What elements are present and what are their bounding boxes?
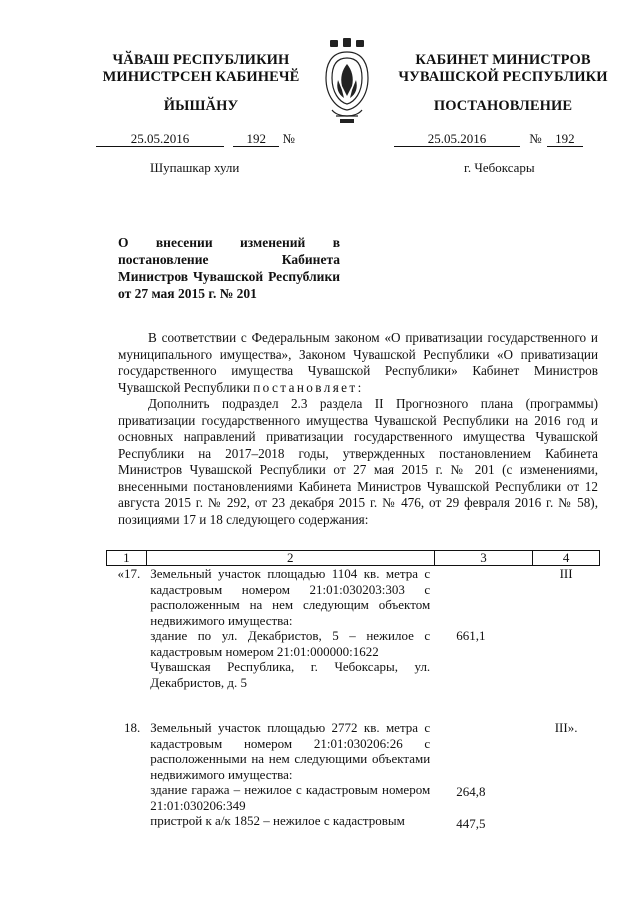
row-area-value: 661,1 xyxy=(456,628,486,643)
row-desc-line: пристрой к а/к 1852 – нежилое с кадастровым xyxy=(150,813,405,828)
header-right-org xyxy=(392,52,614,86)
row-desc-line: Земельный участок площадью 2772 кв. метра с кадастровым номером 21:01:030206:26 с расположенными на нем следующими объектами недвижимого имущества: xyxy=(150,720,431,782)
left-number: 192 xyxy=(233,131,279,147)
row-desc-line: Чувашская Республика, г. Чебоксары, ул. Декабристов, д. 5 xyxy=(150,659,431,690)
left-date: 25.05.2016 xyxy=(96,131,224,147)
right-date: 25.05.2016 xyxy=(394,131,520,147)
right-number-sign: № xyxy=(529,131,542,146)
header-left-line1: ЧӐВАШ РЕСПУБЛИКИН xyxy=(112,52,290,68)
table-row xyxy=(107,690,600,831)
header-left-line2: МИНИСТРСЕН КАБИНЕЧӖ xyxy=(102,69,300,85)
row-desc-line: здание по ул. Декабристов, 5 – нежилое с кадастровым номером 21:01:000000:1622 xyxy=(150,628,431,659)
header-right-line1: КАБИНЕТ МИНИСТРОВ xyxy=(415,52,591,68)
header-left-date-number xyxy=(96,131,316,147)
body-paragraph-2: Дополнить подраздел 2.3 раздела II Прогнозного плана (программы) приватизации государственного имущества Чувашской Республики на 2016 год и основных направлений приватизации государственного имущества Чувашской Республики на 2017–2018 годы, утвержденных постановлением Кабинета Министров Чувашской Республики от 27 мая 2015 г. № 201 (с изменениями, внесенными постановлениями Кабинета Министров Чувашской Республики от 12 августа 2015 г. № 292, от 23 декабря 2015 г. № 476, от 29 февраля 2016 г. № 58), позициями 17 и 18 следующего содержания: xyxy=(118,396,598,527)
row-period: III xyxy=(559,566,573,581)
header-left-city: Шупашкар хули xyxy=(150,160,240,175)
left-number-sign: № xyxy=(282,131,295,146)
body-paragraph-1 xyxy=(118,330,598,396)
row-area xyxy=(434,566,533,691)
row-description xyxy=(146,566,434,691)
row-area xyxy=(434,690,533,831)
header-left-org xyxy=(96,52,306,86)
header-left-doc-type: ЙЫШӐНУ xyxy=(163,98,239,114)
table-header-col2: 2 xyxy=(146,551,434,566)
right-number: 192 xyxy=(547,131,583,147)
body-p1-text: В соответствии с Федеральным законом «О приватизации государственного и муниципального имущества», Законом Чувашской Республики «О приватизации государственного имущества Чувашской Республики» Кабинет Министров Чувашской Республики xyxy=(118,330,598,395)
header-right-line2: ЧУВАШСКОЙ РЕСПУБЛИКИ xyxy=(398,69,608,85)
row-period: III». xyxy=(554,720,578,735)
table-header-col4: 4 xyxy=(533,551,600,566)
table-header-col1: 1 xyxy=(107,551,147,566)
row-area-value: 264,8 xyxy=(456,784,486,799)
positions-table xyxy=(106,550,600,831)
table-header-col3: 3 xyxy=(434,551,533,566)
body-p1-resolves: постановляет: xyxy=(253,379,364,395)
header-right-date-number xyxy=(394,131,614,147)
row-description xyxy=(146,690,434,831)
row-area-value: 447,5 xyxy=(456,815,486,831)
row-desc-line: здание гаража – нежилое с кадастровым номером 21:01:030206:349 xyxy=(150,782,431,813)
header-right-city: г. Чебоксары xyxy=(464,160,535,175)
coat-of-arms-icon xyxy=(318,38,376,124)
document-title: О внесении изменений в постановление Кабинета Министров Чувашской Республики от 27 мая 2015 г. № 201 xyxy=(118,235,340,301)
row-number: 18. xyxy=(124,720,141,735)
row-number: «17. xyxy=(117,566,141,581)
document-body xyxy=(118,330,598,528)
row-desc-line: Земельный участок площадью 1104 кв. метра с кадастровым номером 21:01:030203:303 с расположенным на нем следующим объектом недвижимого имущества: xyxy=(150,566,431,628)
table-row xyxy=(107,566,600,691)
header-right-doc-type: ПОСТАНОВЛЕНИЕ xyxy=(433,98,573,114)
table-header-row xyxy=(107,551,600,566)
